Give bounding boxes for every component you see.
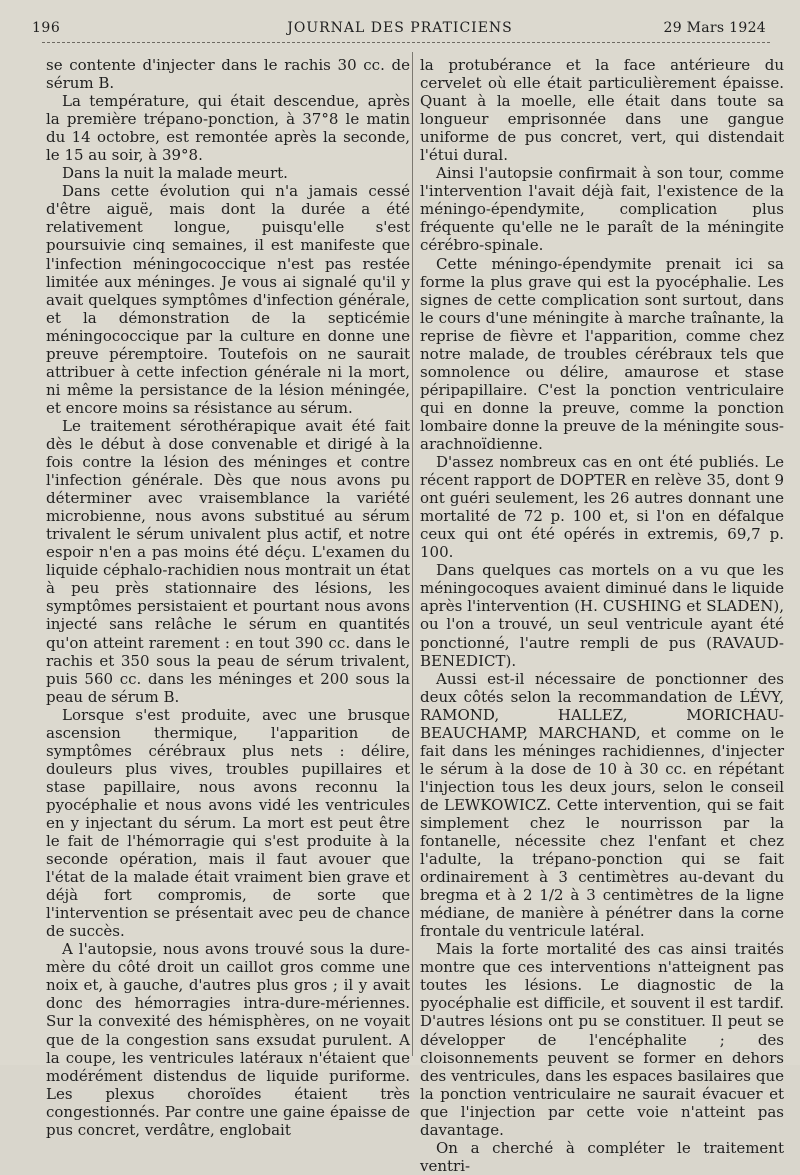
paragraph: Aussi est-il nécessaire de ponctionner des deux côtés selon la recommandation de LÉVY, RAMOND, HALLEZ, MORICHAU-BEAUCHAMP, MARCHAND, et comme on le fait dans les méninges rachidiennes, d'injecter le sérum à la dose de 10 à 30 cc. en répétant l'injection tous les deux jours, selon le conseil de LEWKOWICZ. Cette intervention, qui se fait simplement chez le nourrisson par la fontanelle, nécessite chez l'enfant et chez l'adulte, la trépano-ponction qui se fait ordinairement à 3 centimètres au-devant du bregma et à 2 1/2 à 3 centimètres de la ligne médiane, de manière à pénétrer dans la corne frontale du ventricule latéral. [420, 669, 784, 941]
page-number: 196 [32, 20, 61, 36]
issue-date: 29 Mars 1924 [663, 20, 766, 36]
paragraph: Dans cette évolution qui n'a jamais cessé d'être aiguë, mais dont la durée a été relativement longue, puisqu'elle s'est poursuivie cinq semaines, il est manifeste que l'infection méningococcique n'est pas restée limitée aux méninges. Je vous ai signalé qu'il y avait quelques symptômes d'infection générale, et la démonstration de la septicémie méningococcique par la culture en donne une preuve péremptoire. Toutefois on ne saurait attribuer à cette infection générale ni la mort, ni même la persistance de la lésion méningée, et encore moins sa résistance au sérum. [46, 182, 410, 417]
paragraph: Dans quelques cas mortels on a vu que les méningocoques avaient diminué dans le liquide après l'intervention (H. CUSHING et SLADEN), ou l'on a trouvé, un seul ventricule ayant été ponctionné, l'autre rempli de pus (RAVAUD-BENEDICT). [420, 561, 784, 670]
right-column [420, 56, 784, 1175]
paragraph: Mais la forte mortalité des cas ainsi traités montre que ces interventions n'atteignent pas toutes les lésions. Le diagnostic de la pyocéphalie est difficile, et souvent il est tardif. D'autres lésions ont pu se constituer. Il peut se développer de l'encéphalite ; des cloisonnements peuvent se former en dehors des ventricules, dans les espaces basilaires que la ponction ventriculaire ne saurait évacuer et que l'injection par cette voie n'atteint pas davantage. [420, 940, 784, 1139]
paragraph: Cette méningo-épendymite prenait ici sa forme la plus grave qui est la pyocéphalie. Les signes de cette complication sont surtout, dans le cours d'une méningite à marche traînante, la reprise de fièvre et l'apparition, comme chez notre malade, de troubles cérébraux tels que somnolence ou délire, amaurose et stase péripapillaire. C'est la ponction ventriculaire qui en donne la preuve, comme la ponction lombaire donne la preuve de la méningite sous-arachnoïdienne. [420, 254, 784, 453]
journal-title: JOURNAL DES PRATICIENS [287, 20, 513, 36]
paragraph: La température, qui était descendue, après la première trépano-ponction, à 37°8 le matin du 14 octobre, est remontée après la seconde, le 15 au soir, à 39°8. [46, 92, 410, 165]
paragraph: la protubérance et la face antérieure du cervelet où elle était particulièrement épaisse. Quant à la moelle, elle était dans toute sa longueur emprisonnée dans une gangue uniforme de pus concret, vert, qui distendait l'étui dural. [420, 56, 784, 165]
paragraph: Ainsi l'autopsie confirmait à son tour, comme l'intervention l'avait déjà fait, l'existence de la méningo-épendymite, complication plus fréquente qu'elle ne le paraît de la méningite cérébro-spinale. [420, 164, 784, 255]
paragraph: Dans la nuit la malade meurt. [62, 164, 288, 183]
paragraph: A l'autopsie, nous avons trouvé sous la dure-mère du côté droit un caillot gros comme une noix et, à gauche, d'autres plus gros ; il y avait donc des hémorragies intra-dure-mériennes. Sur la convexité des hémisphères, on ne voyait que de la congestion sans exsudat purulent. A la coupe, les ventricules latéraux n'étaient que modérément distendus de liquide puriforme. Les plexus choroïdes étaient très congestionnés. Par contre une gaine épaisse de pus concret, verdâtre, englobait [46, 940, 410, 1139]
paragraph: Le traitement sérothérapique avait été fait dès le début à dose convenable et dirigé à la fois contre la lésion des méninges et contre l'infection générale. Dès que nous avons pu déterminer avec vraisemblance la variété microbienne, nous avons substitué au sérum trivalent le sérum univalent plus actif, et notre espoir n'en a pas moins été déçu. L'examen du liquide céphalo-rachidien nous montrait un état à peu près stationnaire des lésions, les symptômes persistaient et pourtant nous avons injecté sans relâche le sérum en quantités qu'on atteint rarement : en tout 390 cc. dans le rachis et 350 sous la peau de sérum trivalent, puis 560 cc. dans les méninges et 200 sous la peau de sérum B. [46, 416, 410, 706]
running-head [0, 0, 800, 42]
paragraph: Lorsque s'est produite, avec une brusque ascension thermique, l'apparition de symptômes cérébraux plus nets : délire, douleurs plus vives, troubles pupillaires et stase papillaire, nous avons reconnu la pyocéphalie et nous avons vidé les ventricules en y injectant du sérum. La mort est peut être le fait de l'hémorragie qui s'est produite à la seconde opération, mais il faut avouer que l'état de la malade était vraiment bien grave et déjà fort compromis, de sorte que l'intervention se présentait avec peu de chance de succès. [46, 705, 410, 941]
column-divider [412, 52, 413, 1056]
paragraph: D'assez nombreux cas en ont été publiés. Le récent rapport de DOPTER en relève 35, dont 9 ont guéri seulement, les 26 autres donnant une mortalité de 72 p. 100 et, si l'on en défalque ceux qui ont été opérés in extremis, 69,7 p. 100. [420, 453, 784, 562]
header-rule [42, 42, 770, 43]
left-column [46, 56, 410, 1139]
paragraph: se contente d'injecter dans le rachis 30 cc. de sérum B. [46, 56, 410, 93]
paragraph: On a cherché à compléter le traitement ventri- [420, 1138, 784, 1175]
